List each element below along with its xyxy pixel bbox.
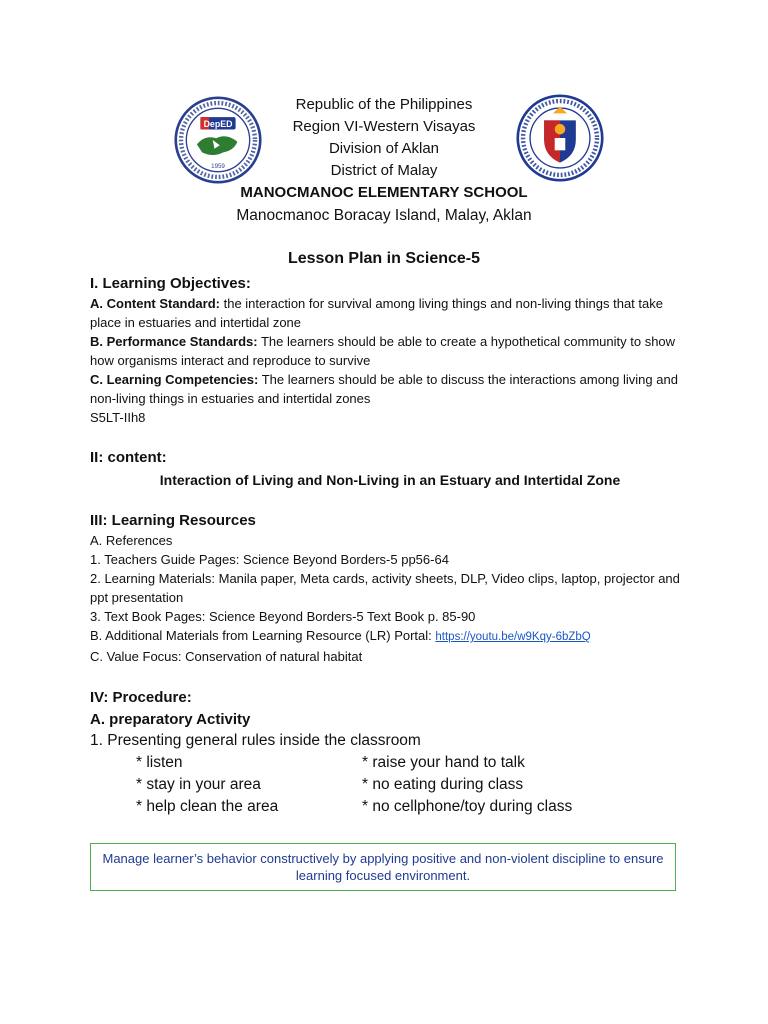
rules-row [90, 752, 690, 774]
rules-row [90, 774, 690, 796]
lr-portal-label: B. Additional Materials from Learning Resource (LR) Portal: [90, 628, 436, 643]
behavior-notice-text: Manage learner’s behavior constructively by applying positive and non-violent discipline to ensure learning focused environment. [102, 851, 664, 883]
learning-competencies-label: C. Learning Competencies: [90, 372, 259, 387]
resources-references: A. References [90, 533, 173, 548]
resources-teachers-guide: 1. Teachers Guide Pages: Science Beyond Borders-5 pp56-64 [90, 552, 449, 567]
preparatory-activity-heading: A. preparatory Activity [90, 711, 251, 728]
objectives-heading: I. Learning Objectives: [90, 275, 251, 292]
performance-standards-text: The learners should be able to create a hypothetical community to show how organisms interact and reproduce to survive [90, 334, 676, 368]
school-name: MANOCMANOC ELEMENTARY SCHOOL [240, 184, 528, 201]
content-section [90, 448, 690, 490]
content-standard [90, 294, 690, 332]
learning-competencies-text: The learners should be able to discuss the interactions among living and non-living things in estuaries and intertidal zones [90, 372, 678, 406]
learning-competencies [90, 370, 690, 408]
rule-item: * no cellphone/toy during class [362, 798, 573, 815]
resources-learning-materials: 2. Learning Materials: Manila paper, Meta cards, activity sheets, DLP, Video clips, laptop, projector and ppt presentation [90, 571, 680, 605]
rule-item: * raise your hand to talk [362, 754, 525, 771]
svg-text:DepED: DepED [203, 118, 233, 129]
procedure-section [90, 687, 690, 731]
lesson-title: Lesson Plan in Science-5 [287, 250, 481, 267]
rule-item: * listen [136, 754, 183, 771]
school-address: Manocmanoc Boracay Island, Malay, Aklan [236, 207, 532, 224]
resources-text-book: 3. Text Book Pages: Science Beyond Borders-5 Text Book p. 85-90 [90, 609, 476, 624]
rule-item: * stay in your area [136, 776, 261, 793]
resources-lr-portal [90, 626, 690, 647]
procedure-heading: IV: Procedure: [90, 689, 192, 706]
rule-item: * no eating during class [362, 776, 524, 793]
content-topic: Interaction of Living and Non-Living in an Estuary and Intertidal Zone [159, 472, 621, 488]
resources-value-focus: C. Value Focus: Conservation of natural habitat [90, 649, 363, 664]
learning-objectives-section [90, 274, 690, 427]
classroom-rules [90, 730, 690, 818]
rules-intro: 1. Presenting general rules inside the classroom [90, 732, 421, 749]
header-line-4: District of Malay [330, 162, 438, 179]
kagawaran-ng-edukasyon-seal-icon [516, 94, 604, 182]
learning-resources-section [90, 511, 690, 666]
behavior-notice-box [90, 843, 676, 891]
content-standard-label: A. Content Standard: [90, 296, 220, 311]
lr-portal-link[interactable]: https://youtu.be/w9Kqy-6bZbQ [435, 631, 591, 643]
resources-heading: III: Learning Resources [90, 512, 256, 529]
svg-text:1959: 1959 [211, 163, 225, 171]
rule-item: * help clean the area [136, 798, 279, 815]
content-standard-text: the interaction for survival among living things and non-living things that take place in estuaries and intertidal zone [90, 296, 663, 330]
header-line-1: Republic of the Philippines [295, 96, 473, 113]
header-line-3: Division of Aklan [328, 140, 440, 157]
content-heading: II: content: [90, 449, 167, 466]
rules-row [90, 796, 690, 818]
letterhead [0, 94, 768, 234]
competency-code: S5LT-IIh8 [90, 410, 146, 425]
performance-standards [90, 332, 690, 370]
performance-standards-label: B. Performance Standards: [90, 334, 258, 349]
header-line-2: Region VI-Western Visayas [292, 118, 476, 135]
